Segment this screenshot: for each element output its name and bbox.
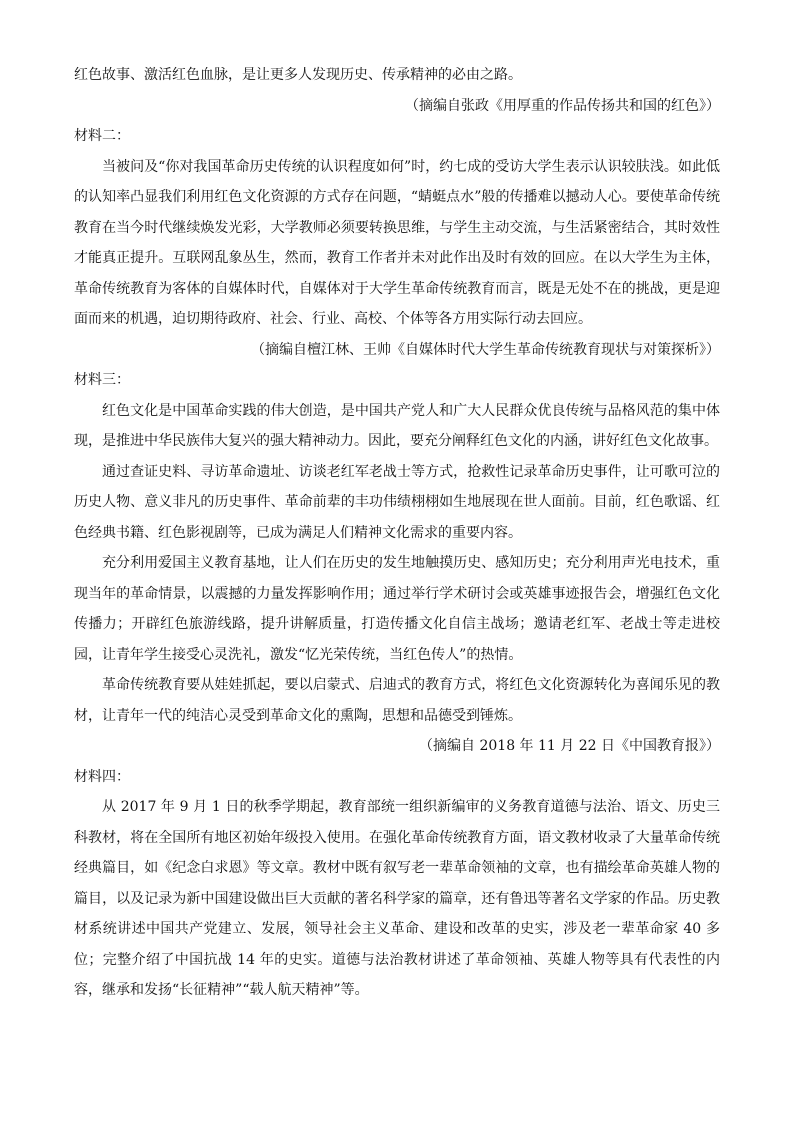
- material-4-label: 材料四：: [74, 768, 130, 785]
- source-citation-3: （摘编自 2018 年 11 月 22 日《中国教育报》）: [419, 738, 720, 754]
- source-citation-2: （摘编自檀江林、王帅《自媒体时代大学生革命传统教育现状与对策探析》）: [251, 341, 720, 358]
- material-3-paragraph-3: 充分利用爱国主义教育基地，让人们在历史的发生地触摸历史、感知历史；充分利用声光电技术，重现当年的革命情景，以震撼的力量发挥影响作用；通过举行学术研讨会或英雄事迹报告会，增强红色文化传播力；开辟红色旅游线路，提升讲解质量，打造传播文化自信主战场；邀请老红军、老战士等走进校园，让青年学生接受心灵洗礼，激发“忆光荣传统，当红色传人”的热情。: [74, 555, 720, 663]
- material-3-paragraph-2: 通过查证史料、寻访革命遗址、访谈老红军老战士等方式，抢救性记录革命历史事件，让可歌可泣的历史人物、意义非凡的历史事件、革命前辈的丰功伟绩栩栩如生地展现在世人面前。目前，红色歌谣、红色经典书籍、红色影视剧等，已成为满足人们精神文化需求的重要内容。: [74, 463, 720, 541]
- source-citation-1: （摘编自张政《用厚重的作品传扬共和国的红色》）: [405, 97, 720, 114]
- material-3-label: 材料三：: [74, 372, 130, 388]
- intro-paragraph-tail: 红色故事、激活红色血脉，是让更多人发现历史、传承精神的必由之路。: [74, 67, 522, 83]
- document-body: [74, 60, 720, 1006]
- material-2-label: 材料二：: [74, 128, 130, 144]
- material-4-paragraph-1: 从 2017 年 9 月 1 日的秋季学期起，教育部统一组织新编审的义务教育道德与法治、语文、历史三科教材，将在全国所有地区初始年级投入使用。在强化革命传统教育方面，语文教材收录了大量革命传统经典篇目，如《纪念白求恩》等文章。教材中既有叙写老一辈革命领袖的文章，也有描绘革命英雄人物的篇目，以及记录为新中国建设做出巨大贡献的著名科学家的篇章，还有鲁迅等著名文学家的作品。历史教材系统讲述中国共产党建立、发展，领导社会主义革命、建设和改革的史实，涉及老一辈革命家 40 多位；完整介绍了中国抗战 14 年的史实。道德与法治教材讲述了革命领袖、英雄人物等具有代表性的内容，继承和发扬“长征精神”“载人航天精神”等。: [74, 799, 720, 998]
- material-3-paragraph-4: 革命传统教育要从娃娃抓起，要以启蒙式、启迪式的教育方式，将红色文化资源转化为喜闻乐见的教材，让青年一代的纯洁心灵受到革命文化的熏陶，思想和品德受到锤炼。: [74, 677, 720, 724]
- material-2-paragraph-1: 当被问及“你对我国革命历史传统的认识程度如何”时，约七成的受访大学生表示认识较肤浅。如此低的认知率凸显我们利用红色文化资源的方式存在问题，“蜻蜓点水”般的传播难以撼动人心。要使革命传统教育在当今时代继续焕发光彩，大学教师必须要转换思维，与学生主动交流，与生活紧密结合，其时效性才能真正提升。互联网乱象丛生，然而，教育工作者并未对此作出及时有效的回应。在以大学生为主体，革命传统教育为客体的自媒体时代，自媒体对于大学生革命传统教育而言，既是无处不在的挑战，更是迎面而来的机遇，迫切期待政府、社会、行业、高校、个体等各方用实际行动去回应。: [74, 158, 720, 327]
- material-3-paragraph-1: 红色文化是中国革命实践的伟大创造，是中国共产党人和广大人民群众优良传统与品格风范的集中体现，是推进中华民族伟大复兴的强大精神动力。因此，要充分阐释红色文化的内涵，讲好红色文化故事。: [74, 402, 720, 449]
